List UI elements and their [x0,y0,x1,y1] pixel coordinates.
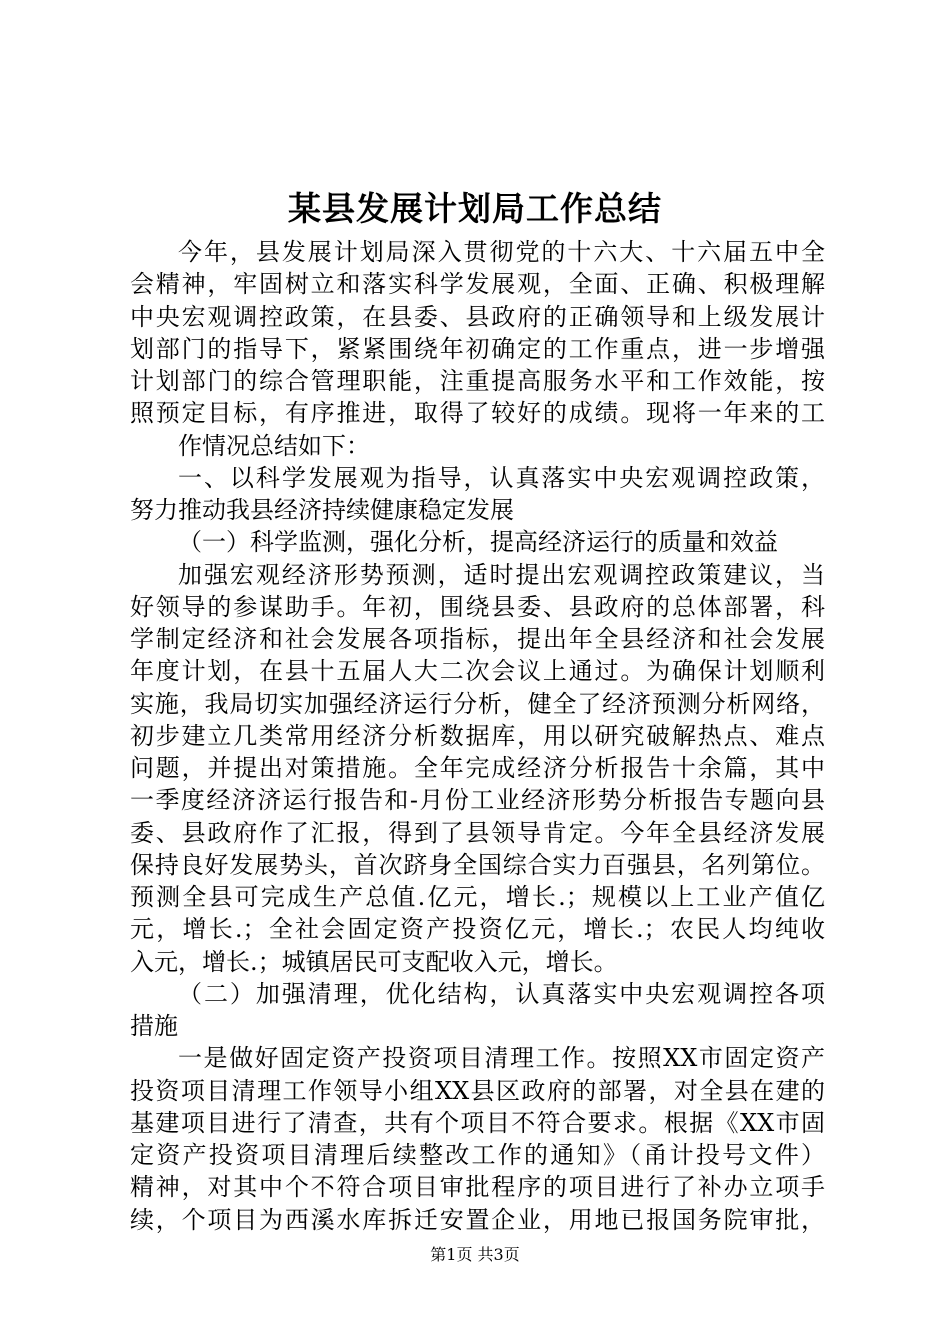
document-body [130,236,825,1236]
text-line: 投资项目清理工作领导小组XX县区政府的部署，对全县在建的 [130,1076,825,1105]
text-line: 精神，对其中个不符合项目审批程序的项目进行了补办立项手 [130,1173,825,1202]
section-heading: 努力推动我县经济持续健康稳定发展 [130,496,514,524]
text-line: 会精神，牢固树立和落实科学发展观，全面、正确、积极理解 [130,270,825,299]
page-number: 第1页 共3页 [430,1245,520,1264]
text-line: 初步建立几类常用经济分析数据库，用以研究破解热点、难点 [130,721,825,750]
text-line: 加强宏观经济形势预测，适时提出宏观调控政策建议，当 [178,560,825,589]
text-line: 一季度经济济运行报告和-月份工业经济形势分析报告专题向县 [130,786,825,815]
text-line: 今年，县发展计划局深入贯彻党的十六大、十六届五中全 [178,238,825,266]
subsection-heading: （二）加强清理，优化结构，认真落实中央宏观调控各项 [178,979,825,1008]
text-line: 入元，增长.；城镇居民可支配收入元，增长。 [130,947,618,976]
text-line: 好领导的参谋助手。年初，围绕县委、县政府的总体部署，科 [130,592,825,621]
text-line: 学制定经济和社会发展各项指标，提出年全县经济和社会发展 [130,625,825,653]
text-line: 预测全县可完成生产总值.亿元，增长.；规模以上工业产值亿 [130,883,825,911]
text-line: 计划部门的综合管理职能，注重提高服务水平和工作效能，按 [130,367,825,395]
text-line: 续，个项目为西溪水库拆迁安置企业，用地已报国务院审批， [130,1205,825,1234]
text-line: 基建项目进行了清查，共有个项目不符合要求。根据《XX市固 [130,1108,825,1137]
document-title: 某县发展计划局工作总结 [288,189,662,228]
text-line: 年度计划，在县十五届人大二次会议上通过。为确保计划顺利 [130,657,825,686]
text-line: 保持良好发展势头，首次跻身全国综合实力百强县，名列第位。 [130,850,825,879]
text-line: 委、县政府作了汇报，得到了县领导肯定。今年全县经济发展 [130,818,825,847]
text-line: 定资产投资项目清理后续整改工作的通知》（甬计投号文件） [130,1141,825,1169]
text-line: 照预定目标，有序推进，取得了较好的成绩。现将一年来的工 [130,399,825,428]
text-line: 划部门的指导下，紧紧围绕年初确定的工作重点，进一步增强 [130,334,825,363]
text-line: 实施，我局切实加强经济运行分析，健全了经济预测分析网络， [130,689,825,718]
text-line: 作情况总结如下： [178,431,370,460]
text-line: 问题，并提出对策措施。全年完成经济分析报告十余篇，其中 [130,754,825,782]
subsection-heading: 措施 [130,1012,178,1040]
subsection-heading: （一）科学监测，强化分析，提高经济运行的质量和效益 [178,528,778,557]
text-line: 元，增长.；全社会固定资产投资亿元，增长.；农民人均纯收 [130,915,825,944]
text-line: 一是做好固定资产投资项目清理工作。按照XX市固定资产 [178,1044,825,1073]
section-heading: 一、以科学发展观为指导，认真落实中央宏观调控政策， [178,463,825,492]
text-line: 中央宏观调控政策，在县委、县政府的正确领导和上级发展计 [130,302,825,331]
